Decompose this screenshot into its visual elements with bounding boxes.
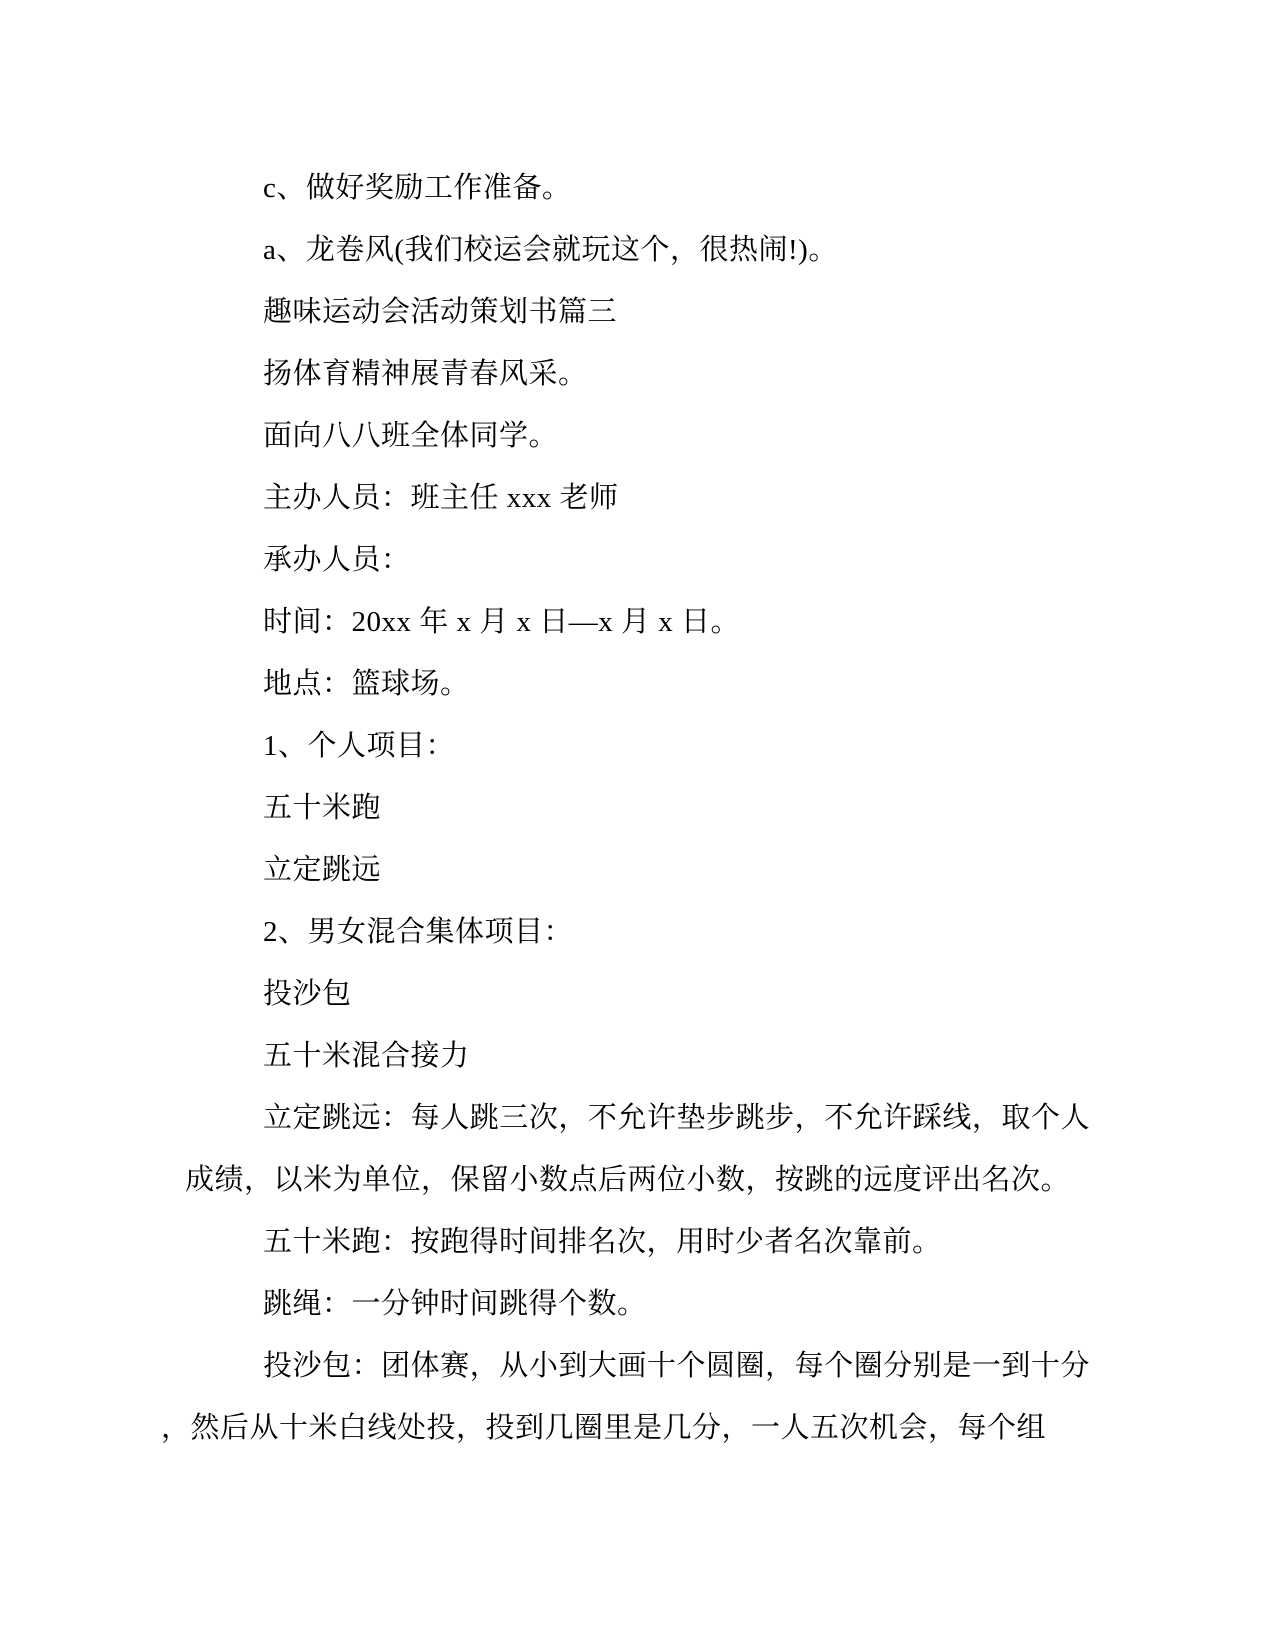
text-line: 面向八八班全体同学。 [263,420,559,452]
text-line: a、龙卷风(我们校运会就玩这个，很热闹!)。 [263,234,838,266]
text-line: 五十米混合接力 [263,1040,470,1072]
text-line: 1、个人项目： [263,730,456,762]
text-line: 时间：20xx 年 x 月 x 日—x 月 x 日。 [263,606,741,638]
text-line: 承办人员： [263,544,411,576]
text-line: 趣味运动会活动策划书篇三 [263,296,618,328]
text-line: 五十米跑：按跑得时间排名次，用时少者名次靠前。 [263,1226,942,1258]
text-line: 投沙包 [263,978,352,1010]
text-line: 五十米跑 [263,792,382,824]
text-line: 地点：篮球场。 [263,668,470,700]
text-line: 立定跳远 [263,854,382,886]
text-line: ，然后从十米白线处投，投到几圈里是几分，一人五次机会，每个组 [161,1412,1047,1444]
text-line: 跳绳：一分钟时间跳得个数。 [263,1288,647,1320]
text-line: 主办人员：班主任 xxx 老师 [263,482,619,514]
text-line: 立定跳远：每人跳三次，不允许垫步跳步，不允许踩线，取个人 [263,1102,1090,1134]
text-line: 投沙包：团体赛，从小到大画十个圆圈，每个圈分别是一到十分 [263,1350,1090,1382]
text-line: 2、男女混合集体项目： [263,916,574,948]
text-line: 扬体育精神展青春风采。 [263,358,588,390]
text-line: c、做好奖励工作准备。 [263,172,572,204]
document-text-block [161,157,1090,1459]
text-line: 成绩，以米为单位，保留小数点后两位小数，按跳的远度评出名次。 [185,1164,1071,1196]
